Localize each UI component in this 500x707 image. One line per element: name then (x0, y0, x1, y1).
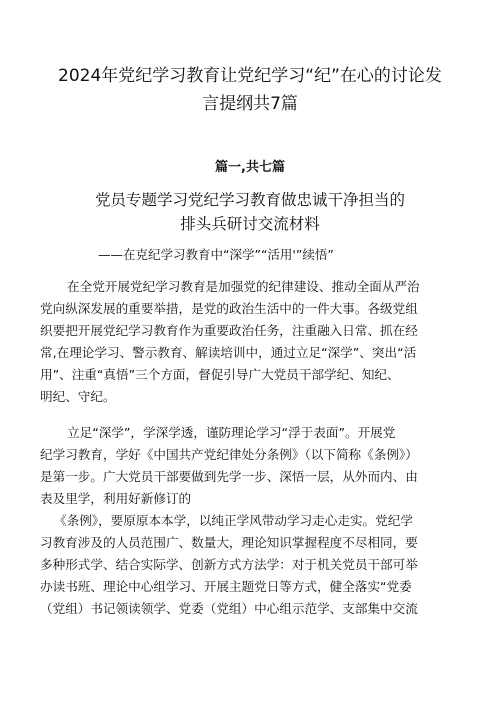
paragraph-line: 纪学习教育，学好《中国共产党纪律处分条例》（以下简称《条例》） (40, 447, 418, 462)
document-title-line: 2024年党纪学习教育让党纪学习“纪”在心的讨论发 (58, 66, 442, 86)
article-subtitle: ——在克纪学习教育中“深学”“活用'”续悟” (98, 247, 334, 262)
document-title (40, 0, 460, 118)
paragraph-line: （党组）书记领读领学、党委（党组）中心组示范学、支部集中交流 (40, 601, 418, 616)
paragraph-line: 用”、注重“真悟”三个方面，督促引导广大党员干部学纪、知纪、 (40, 367, 400, 382)
chapter-heading: 篇一,共七篇 (215, 160, 285, 175)
paragraph-line: 表及里学，利用好新修订的 (40, 491, 192, 506)
paragraph-line: 习教育涉及的人员范围广、数量大，理论知识掌握程度不尽相同，要 (40, 535, 418, 550)
paragraph-line: 办读书班、理论中心组学习、开展主题党日等方式，健全落实“党委 (40, 579, 412, 594)
paragraph-line: 立足“深学”，学深学透，谨防理论学习“浮于表面”。开展党 (67, 425, 396, 440)
paragraph-3 (40, 510, 460, 620)
article-title (40, 188, 460, 236)
paragraph-line: 《条例》，要原原本本学，以纯正学风带动学习走心走实。党纪学 (54, 513, 413, 528)
paragraph-line: 多种形式学、结合实际学、创新方式方法学：对于机关党员干部可举 (40, 557, 418, 572)
paragraph-line: 明纪、守纪。 (40, 389, 116, 404)
paragraph-line: 党向纵深发展的重要举措，是党的政治生活中的一件大事。各级党组 (40, 301, 418, 316)
article-title-line: 党员专题学习党纪学习教育做忠诚干净担当的 (94, 191, 405, 209)
paragraph-line: 织要把开展党纪学习教育作为重要政治任务，注重融入日常、抓在经 (40, 323, 418, 338)
document-title-line: 言提纲共7篇 (202, 94, 298, 114)
article-title-line: 排头兵研讨交流材料 (180, 215, 320, 233)
paragraph-2 (40, 422, 460, 510)
paragraph-line: 在全党开展党纪学习教育是加强党的纪律建设、推动全面从严治 (67, 279, 420, 294)
paragraph-1 (40, 276, 460, 408)
paragraph-line: 是第一步。广大党员干部要做到先学一步、深悟一层，从外而内、由 (40, 469, 418, 484)
paragraph-line: 常,在理论学习、警示教育、解读培训中，通过立足“深学”、突出“活 (40, 345, 417, 360)
